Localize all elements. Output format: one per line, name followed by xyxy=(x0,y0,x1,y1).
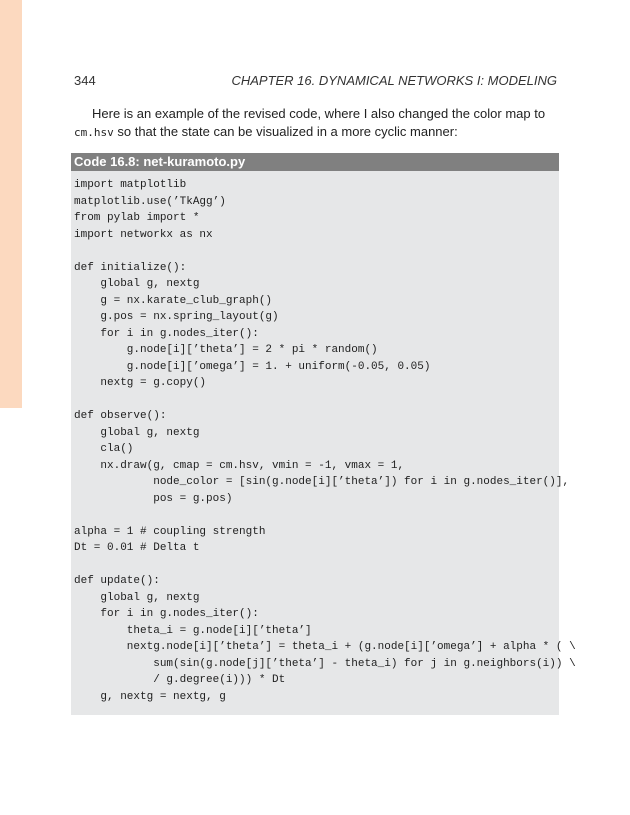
code-line: Dt = 0.01 # Delta t xyxy=(74,542,200,554)
code-line: matplotlib.use(’TkAgg’) xyxy=(74,195,226,208)
code-line: def initialize(): xyxy=(74,261,187,274)
code-block xyxy=(71,171,576,705)
code-line: global g, nextg xyxy=(74,426,200,439)
code-line: import networkx as nx xyxy=(74,228,213,241)
page-number: 344 xyxy=(74,73,96,88)
running-header xyxy=(74,73,557,91)
code-line: cla() xyxy=(74,443,134,455)
chapter-title: CHAPTER 16. DYNAMICAL NETWORKS I: MODELING xyxy=(231,73,557,88)
code-line xyxy=(74,243,559,260)
code-line: sum(sin(g.node[j][’theta’] - theta_i) for j in g.neighbors(i)) \ xyxy=(74,657,576,670)
code-line: g.node[i][’theta’] = 2 * pi * random() xyxy=(74,344,378,356)
code-line: / g.degree(i))) * Dt xyxy=(74,674,286,686)
intro-text-after: so that the state can be visualized in a more cyclic manner: xyxy=(113,124,458,139)
code-line: pos = g.pos) xyxy=(74,492,233,505)
code-line: from pylab import * xyxy=(74,212,200,224)
code-line: nextg = g.copy() xyxy=(74,377,207,389)
code-line: g, nextg = nextg, g xyxy=(74,690,226,703)
code-line: def observe(): xyxy=(74,410,167,422)
code-line: node_color = [sin(g.node[i][’theta’]) for i in g.nodes_iter()], xyxy=(74,476,570,488)
code-line: theta_i = g.node[i][’theta’] xyxy=(74,624,312,637)
code-line: import matplotlib xyxy=(74,179,187,191)
code-line: g = nx.karate_club_graph() xyxy=(74,294,273,307)
code-line: g.pos = nx.spring_layout(g) xyxy=(74,311,279,323)
code-listing-title: Code 16.8: net-kuramoto.py xyxy=(71,153,559,171)
code-line: for i in g.nodes_iter(): xyxy=(74,327,259,340)
intro-inline-code: cm.hsv xyxy=(74,126,114,139)
intro-text-before: Here is an example of the revised code, where I also changed the color map to xyxy=(92,106,546,121)
code-line: alpha = 1 # coupling strength xyxy=(74,525,266,538)
code-line xyxy=(74,392,559,409)
code-line xyxy=(74,557,559,574)
code-line: for i in g.nodes_iter(): xyxy=(74,608,259,620)
code-line: global g, nextg xyxy=(74,591,200,604)
code-line: global g, nextg xyxy=(74,278,200,290)
code-line: g.node[i][’omega’] = 1. + uniform(-0.05, 0.05) xyxy=(74,360,431,373)
code-line: nextg.node[i][’theta’] = theta_i + (g.node[i][’omega’] + alpha * ( \ xyxy=(74,641,576,653)
code-line: nx.draw(g, cmap = cm.hsv, vmin = -1, vmax = 1, xyxy=(74,459,405,472)
intro-paragraph xyxy=(74,105,557,142)
code-listing xyxy=(71,153,576,715)
page-edge-tab xyxy=(0,0,22,408)
code-line xyxy=(74,507,559,524)
code-line: def update(): xyxy=(74,575,160,587)
